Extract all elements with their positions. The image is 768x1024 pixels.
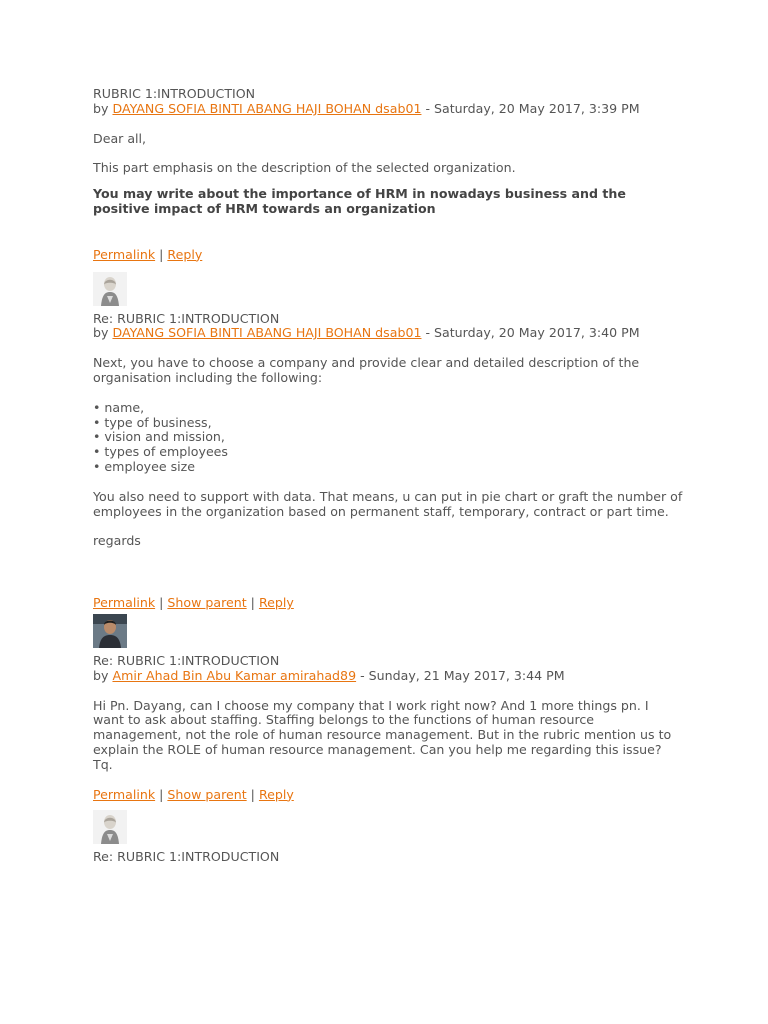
permalink-link[interactable]: Permalink xyxy=(93,595,156,611)
permalink-link[interactable]: Permalink xyxy=(93,786,156,802)
separator: | xyxy=(159,595,164,611)
list-item: • name, xyxy=(93,399,145,415)
post-subject: Re: RUBRIC 1:INTRODUCTION xyxy=(93,849,280,865)
post-byline xyxy=(93,326,683,341)
forum-post xyxy=(93,654,683,802)
post-greeting: Dear all, xyxy=(93,130,147,146)
list-item: • employee size xyxy=(93,458,196,474)
post-actions xyxy=(93,596,683,611)
by-label: by xyxy=(93,325,109,341)
post-date: - Saturday, 20 May 2017, 3:39 PM xyxy=(421,100,640,116)
show-parent-link[interactable]: Show parent xyxy=(167,786,247,802)
post-paragraph-bold: You may write about the importance of HRM in nowadays business and the positive impact of HRM towards an organization xyxy=(93,186,626,216)
author-link[interactable]: DAYANG SOFIA BINTI ABANG HAJI BOHAN dsab01 xyxy=(112,325,422,341)
avatar[interactable] xyxy=(93,272,127,306)
post-paragraph: You also need to support with data. That means, u can put in pie chart or graft the number of employees in the organization based on permanent staff, temporary, contract or part time. xyxy=(93,488,683,519)
forum-post xyxy=(93,850,683,865)
avatar[interactable] xyxy=(93,614,127,648)
reply-link[interactable]: Reply xyxy=(258,786,294,802)
list-item: • types of employees xyxy=(93,444,228,460)
show-parent-link[interactable]: Show parent xyxy=(167,595,247,611)
post-byline xyxy=(93,669,683,684)
post-subject: Re: RUBRIC 1:INTRODUCTION xyxy=(93,652,280,668)
post-date: - Sunday, 21 May 2017, 3:44 PM xyxy=(356,667,565,683)
list-item: • vision and mission, xyxy=(93,429,225,445)
separator: | xyxy=(250,786,255,802)
post-actions xyxy=(93,788,683,803)
avatar-woman-icon xyxy=(93,810,127,844)
post-paragraph: This part emphasis on the description of the selected organization. xyxy=(93,160,516,176)
post-closing: regards xyxy=(93,533,141,549)
reply-link[interactable]: Reply xyxy=(258,595,294,611)
post-paragraph: Next, you have to choose a company and provide clear and detailed description of the organisation including the following: xyxy=(93,355,640,385)
forum-post xyxy=(93,312,683,611)
post-subject: Re: RUBRIC 1:INTRODUCTION xyxy=(93,310,280,326)
separator: | xyxy=(159,246,164,262)
avatar-man-icon xyxy=(93,614,127,648)
author-link[interactable]: DAYANG SOFIA BINTI ABANG HAJI BOHAN dsab01 xyxy=(112,100,422,116)
bullet-list xyxy=(93,401,683,475)
avatar-woman-icon xyxy=(93,272,127,306)
forum-post xyxy=(93,87,683,263)
permalink-link[interactable]: Permalink xyxy=(93,246,156,262)
list-item: • type of business, xyxy=(93,414,212,430)
post-subject: RUBRIC 1:INTRODUCTION xyxy=(93,86,256,101)
post-actions xyxy=(93,248,683,263)
post-date: - Saturday, 20 May 2017, 3:40 PM xyxy=(421,325,640,341)
reply-link[interactable]: Reply xyxy=(167,246,203,262)
post-paragraph: Hi Pn. Dayang, can I choose my company that I work right now? And 1 more things pn. I want to ask about staffing. Staffing belongs to the functions of human resource management, not the role of human resource management. But in the rubric mention us to explain the ROLE of human resource management. Can you help me regarding this issue? Tq. xyxy=(93,697,672,772)
by-label: by xyxy=(93,667,109,683)
separator: | xyxy=(250,595,255,611)
forum-thread xyxy=(93,87,683,865)
by-label: by xyxy=(93,100,109,116)
author-link[interactable]: Amir Ahad Bin Abu Kamar amirahad89 xyxy=(112,667,357,683)
avatar[interactable] xyxy=(93,810,127,844)
post-byline xyxy=(93,102,683,117)
separator: | xyxy=(159,786,164,802)
